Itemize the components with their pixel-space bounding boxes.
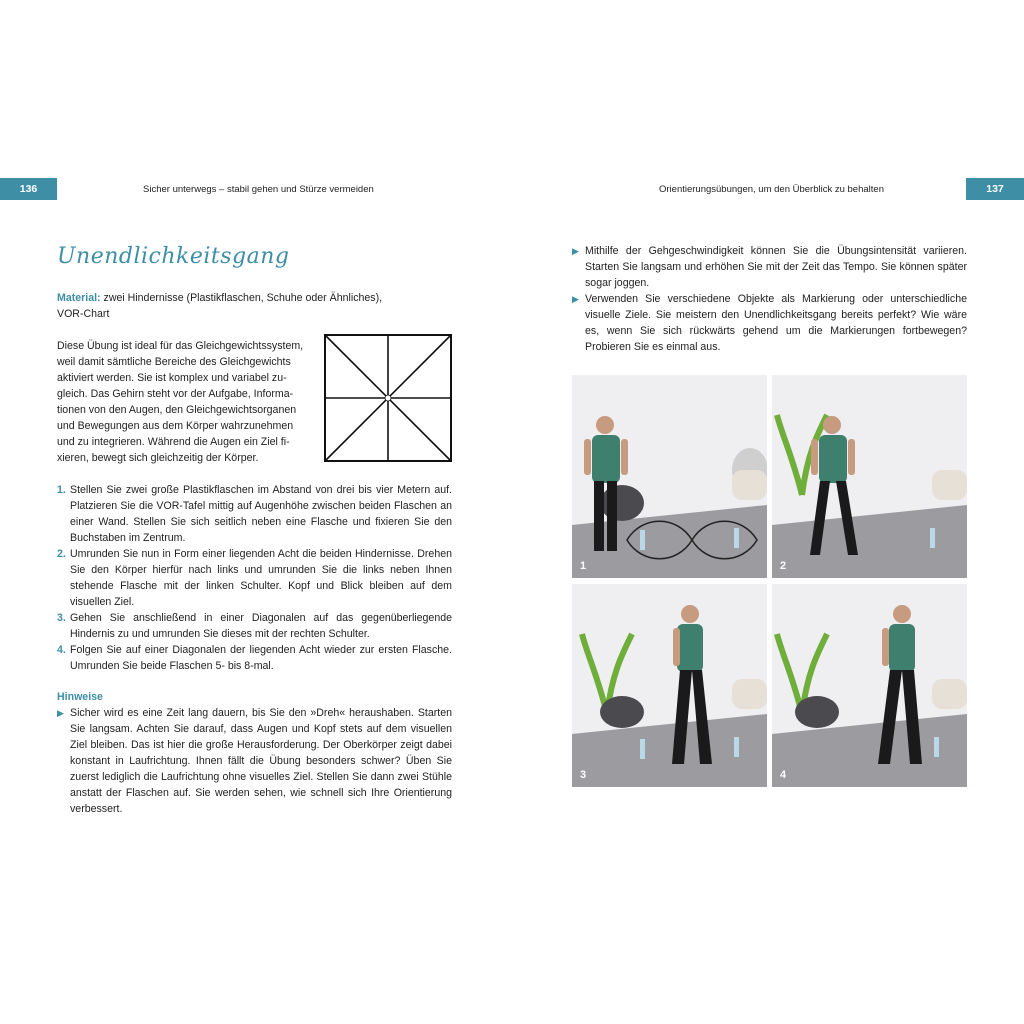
photo-number: 2 bbox=[780, 560, 787, 572]
steps-list bbox=[57, 482, 452, 674]
hint-item bbox=[572, 291, 967, 355]
step-item bbox=[57, 642, 452, 674]
left-page-number: 136 bbox=[0, 178, 57, 200]
step-text: Umrunden Sie nun in Form einer liegenden Acht die beiden Hindernisse. Drehen Sie den Körper hierfür nach links und umrunden Sie die links neben Ihnen stehende Flasche mit der linken Schulter. Kopf und Blick bleiben auf dem visuellen Ziel. bbox=[70, 548, 452, 608]
exercise-title: Unendlichkeitsgang bbox=[57, 244, 290, 269]
intro-line: Diese Übung ist ideal für das Gleichgewichtssystem, bbox=[57, 340, 304, 352]
step-item bbox=[57, 482, 452, 546]
material-line bbox=[57, 290, 407, 322]
step-number: 4. bbox=[57, 644, 66, 656]
left-running-title: Sicher unterwegs – stabil gehen und Stürze vermeiden bbox=[143, 184, 374, 195]
material-label: Material: bbox=[57, 292, 101, 304]
exercise-photo-3 bbox=[572, 584, 767, 787]
hint-text: Verwenden Sie verschiedene Objekte als Markierung oder unterschiedliche visuelle Ziele. Sie meistern den Unendlichkeitsgang bereits perfekt? Wie wäre es, wenn Sie sich rückwärts gehend um die Markierungen fortbewegen? Probieren Sie es einmal aus. bbox=[585, 293, 967, 353]
step-item bbox=[57, 610, 452, 642]
step-number: 2. bbox=[57, 548, 66, 560]
left-hints-list bbox=[57, 705, 452, 817]
photo-number: 3 bbox=[580, 769, 587, 781]
triangle-bullet-icon: ▶ bbox=[572, 246, 579, 256]
step-text: Folgen Sie auf einer Diagonalen der liegenden Acht wieder zur ersten Flasche. Umrunden Sie beide Flaschen 5- bis 8-mal. bbox=[70, 644, 452, 672]
vor-chart-center bbox=[385, 395, 391, 401]
photo-number: 1 bbox=[580, 560, 587, 572]
step-item bbox=[57, 546, 452, 610]
vor-chart-diagram bbox=[324, 334, 452, 462]
exercise-photo-4 bbox=[772, 584, 967, 787]
intro-line: gleich. Das Gehirn steht vor der Aufgabe, Informa- bbox=[57, 388, 294, 400]
triangle-bullet-icon: ▶ bbox=[57, 708, 64, 718]
hint-text: Mithilfe der Gehgeschwindigkeit können Sie die Übungsintensität variieren. Starten Sie langsam und erhöhen Sie mit der Zeit das Tempo. Sie können später sogar joggen. bbox=[585, 245, 967, 289]
hint-text: Sicher wird es eine Zeit lang dauern, bis Sie den »Dreh« heraushaben. Starten Sie langsam. Achten Sie darauf, dass Augen und Kopf stets auf dem visuellen Ziel bleiben. Das ist hier die große Herausforderung. Der Oberkörper zeigt dabei konstant in Laufrichtung. Ihnen fällt die Übung besonders schwer? Üben Sie zuerst lediglich die Laufrichtung ohne visuelles Ziel. Stellen Sie dann zwei Stühle anstatt der Flaschen auf. Sie werden sehen, wie schnell sich Ihre Orientierung verbessert. bbox=[70, 707, 452, 815]
right-running-title: Orientierungsübungen, um den Überblick zu behalten bbox=[659, 184, 884, 195]
intro-line: und zu integrieren. Während die Augen ein Ziel fi- bbox=[57, 436, 290, 448]
step-text: Gehen Sie anschließend in einer Diagonalen auf das gegenüberliegende Hindernis zu und umrunden Sie dieses mit der rechten Schulter. bbox=[70, 612, 452, 640]
intro-line: und Bewegungen aus dem Körper wahrzunehmen bbox=[57, 420, 294, 432]
step-number: 3. bbox=[57, 612, 66, 624]
hint-item bbox=[572, 243, 967, 291]
triangle-bullet-icon: ▶ bbox=[572, 294, 579, 304]
right-hints-list bbox=[572, 243, 967, 355]
intro-line: weil damit sämtliche Bereiche des Gleichgewichts bbox=[57, 356, 291, 368]
hint-item bbox=[57, 705, 452, 817]
intro-line: tionen von den Augen, den Gleichgewichtsorganen bbox=[57, 404, 297, 416]
exercise-photo-2 bbox=[772, 375, 967, 578]
exercise-photo-1 bbox=[572, 375, 767, 578]
photo-number: 4 bbox=[780, 769, 787, 781]
intro-line: xieren, bewegt sich gleichzeitig der Körper. bbox=[57, 452, 259, 464]
hints-heading: Hinweise bbox=[57, 691, 103, 703]
intro-line: aktiviert werden. Sie ist komplex und variabel zu- bbox=[57, 372, 287, 384]
material-text: zwei Hindernisse (Plastikflaschen, Schuhe oder Ähnliches), VOR-Chart bbox=[57, 292, 383, 320]
intro-paragraph bbox=[57, 338, 307, 466]
step-number: 1. bbox=[57, 484, 66, 496]
right-page-number: 137 bbox=[966, 178, 1024, 200]
step-text: Stellen Sie zwei große Plastikflaschen im Abstand von drei bis vier Metern auf. Platzieren Sie die VOR-Tafel mittig auf Augenhöhe zwischen beiden Flaschen an einer Wand. Stellen Sie sich seitlich neben eine Flasche und fixieren Sie den Buchstaben im Zentrum. bbox=[70, 484, 452, 544]
